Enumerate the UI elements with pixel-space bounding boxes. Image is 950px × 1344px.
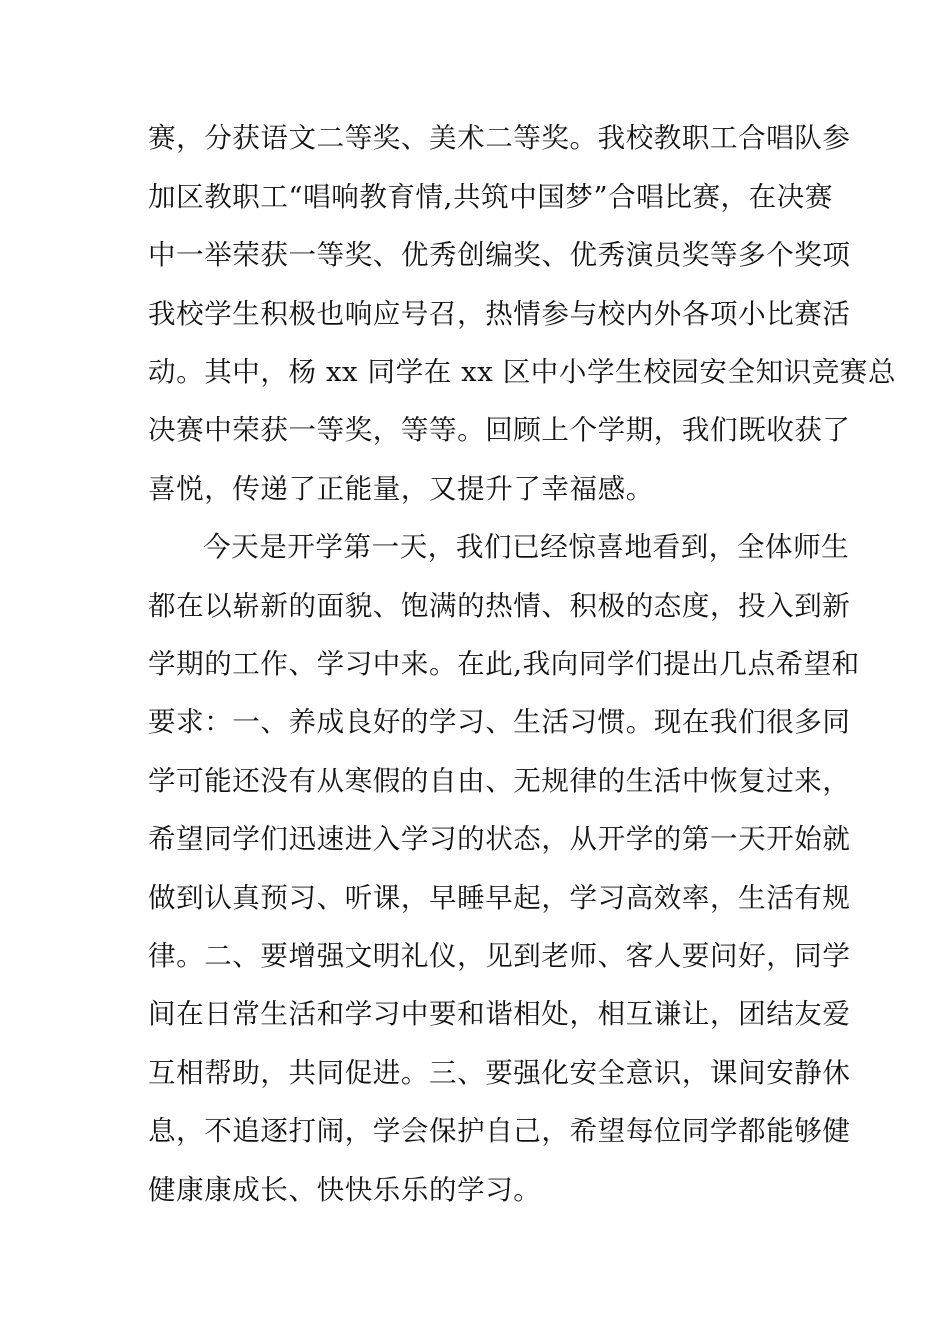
text-line: 赛，分获语文二等奖、美术二等奖。我校教职工合唱队参 (148, 122, 851, 154)
text-line: 加区教职工“唱响教育情,共筑中国梦”合唱比赛，在决赛 (148, 181, 833, 213)
text-line: 我校学生积极也响应号召，热情参与校内外各项小比赛活 (148, 298, 851, 330)
text-line: 希望同学们迅速进入学习的状态，从开学的第一天开始就 (148, 823, 851, 855)
text-line: 中一举荣获一等奖、优秀创编奖、优秀演员奖等多个奖项 (148, 239, 851, 271)
text-line: 动。其中，杨 xx 同学在 xx 区中小学生校园安全知识竞赛总 (148, 356, 897, 388)
text-line: 要求：一、养成良好的学习、生活习惯。现在我们很多同 (148, 706, 851, 738)
text-line: 健康康成长、快快乐乐的学习。 (148, 1174, 542, 1206)
text-line: 喜悦，传递了正能量，又提升了幸福感。 (148, 473, 654, 505)
text-line: 都在以崭新的面貌、饱满的热情、积极的态度，投入到新 (148, 590, 851, 622)
text-line: 息，不追逐打闹，学会保护自己，希望每位同学都能够健 (148, 1115, 851, 1147)
text-line: 律。二、要增强文明礼仪，见到老师、客人要问好，同学 (148, 940, 851, 972)
text-line: 互相帮助，共同促进。三、要强化安全意识，课间安静休 (148, 1057, 851, 1089)
text-line: 决赛中荣获一等奖，等等。回顾上个学期，我们既收获了 (148, 414, 851, 446)
text-line: 做到认真预习、听课，早睡早起，学习高效率，生活有规 (148, 882, 851, 914)
text-line: 学可能还没有从寒假的自由、无规律的生活中恢复过来， (148, 765, 851, 797)
text-line: 学期的工作、学习中来。在此,我向同学们提出几点希望和 (148, 648, 860, 680)
text-line: 间在日常生活和学习中要和谐相处，相互谦让，团结友爱 (148, 998, 851, 1030)
paragraph-first-line: 今天是开学第一天，我们已经惊喜地看到，全体师生 (203, 531, 850, 563)
